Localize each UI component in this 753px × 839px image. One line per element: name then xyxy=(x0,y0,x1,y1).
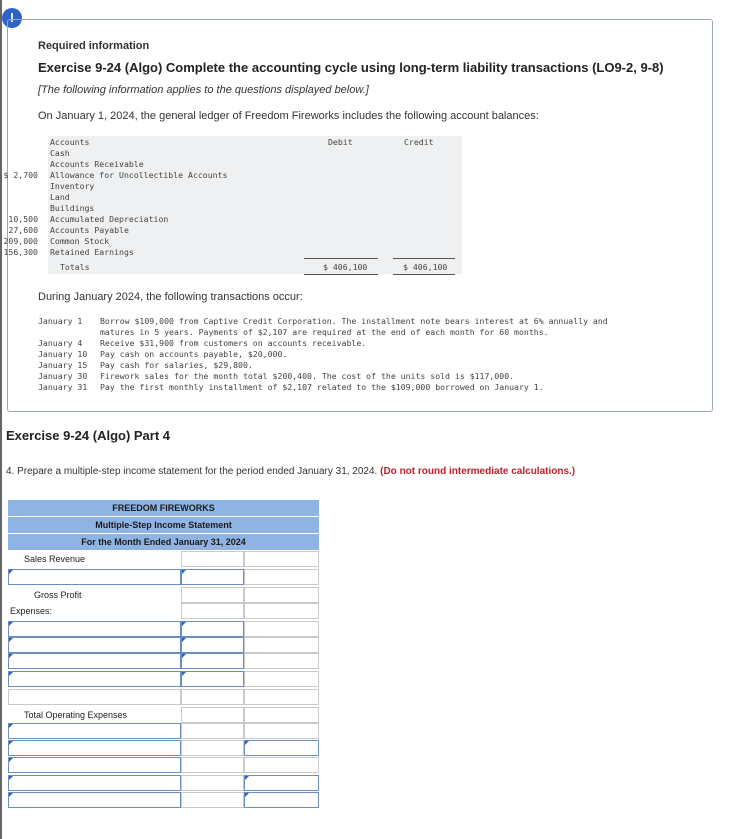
account-name-input[interactable] xyxy=(8,671,181,687)
transaction-date: January 31 xyxy=(38,382,88,392)
account-name-input[interactable] xyxy=(8,637,181,653)
transaction-text: matures in 5 years. Payments of $2,107 are required at the end of each month for 60 months. xyxy=(100,327,549,337)
account-name-input[interactable] xyxy=(8,723,181,739)
row-label: Expenses: xyxy=(10,606,53,616)
total-input xyxy=(244,707,319,723)
row-result-4 xyxy=(8,775,319,793)
transaction-date: January 1 xyxy=(38,316,88,326)
ledger-account: Buildings xyxy=(50,203,95,213)
ledger-credit: 27,600 xyxy=(8,225,38,235)
total-input xyxy=(244,569,319,585)
ledger-totals-debit: $ 406,100 xyxy=(323,262,368,272)
ledger-account: Accumulated Depreciation xyxy=(50,214,169,224)
amount-input[interactable] xyxy=(181,621,244,637)
intro-text: On January 1, 2024, the general ledger of Freedom Fireworks includes the following account balances: xyxy=(38,110,539,122)
total-input xyxy=(244,757,319,773)
part-title: Exercise 9-24 (Algo) Part 4 xyxy=(6,428,171,443)
ledger-header-accounts: Accounts xyxy=(50,137,90,147)
ledger-account: Allowance for Uncollectible Accounts xyxy=(50,170,228,180)
required-label: Required information xyxy=(38,40,150,52)
total-input[interactable] xyxy=(244,740,319,756)
question-emphasis: (Do not round intermediate calculations.) xyxy=(380,466,576,477)
total-input xyxy=(244,653,319,669)
transaction-date: January 4 xyxy=(38,338,88,348)
ledger-account: Retained Earnings xyxy=(50,247,134,257)
ledger-credit: $ 2,700 xyxy=(3,170,38,180)
ledger-totals-credit: $ 406,100 xyxy=(403,262,448,272)
row-expenses-header xyxy=(8,603,319,621)
total-input[interactable] xyxy=(244,792,319,808)
transaction-text: Pay the first monthly installment of $2,107 related to the $109,000 borrowed on January 1. xyxy=(100,382,544,392)
account-name-input[interactable] xyxy=(8,740,181,756)
question-main: 4. Prepare a multiple-step income statement for the period ended January 31, 2024. xyxy=(6,466,378,477)
transaction-date: January 10 xyxy=(38,349,88,359)
ledger-account: Land xyxy=(50,192,70,202)
amount-input[interactable] xyxy=(181,637,244,653)
row-result-2 xyxy=(8,740,319,758)
row-sales-revenue xyxy=(8,551,319,569)
transaction-text: Receive $31,900 from customers on accounts receivable. xyxy=(100,338,367,348)
statement-company: FREEDOM FIREWORKS xyxy=(8,500,319,516)
row-expense-4 xyxy=(8,671,319,689)
ledger-header-debit: Debit xyxy=(328,137,353,147)
ledger-account: Accounts Payable xyxy=(50,225,129,235)
transaction-date: January 30 xyxy=(38,371,88,381)
amount-input[interactable] xyxy=(181,653,244,669)
row-label: Gross Profit xyxy=(34,590,82,600)
instruction-note: [The following information applies to the questions displayed below.] xyxy=(38,84,369,96)
total-input xyxy=(244,551,319,567)
ledger-credit: 156,300 xyxy=(3,247,38,257)
transaction-date: January 15 xyxy=(38,360,88,370)
row-expense-3 xyxy=(8,653,319,671)
ledger-credit: 10,500 xyxy=(8,214,38,224)
row-result-3 xyxy=(8,757,319,775)
transaction-text: Pay cash for salaries, $29,800. xyxy=(100,360,253,370)
row-label: Sales Revenue xyxy=(24,554,86,564)
row-result-5 xyxy=(8,792,319,810)
amount-input xyxy=(181,689,244,705)
alert-icon: ! xyxy=(2,8,22,28)
account-name-input[interactable] xyxy=(8,775,181,791)
account-name-input[interactable] xyxy=(8,569,181,585)
amount-input xyxy=(181,757,244,773)
ledger-credit: 209,000 xyxy=(3,236,38,246)
ledger-account: Cash xyxy=(50,148,70,158)
ledger-account: Inventory xyxy=(50,181,95,191)
statement-period: For the Month Ended January 31, 2024 xyxy=(8,534,319,550)
row-spacer xyxy=(8,689,319,707)
account-name-input[interactable] xyxy=(8,653,181,669)
total-input xyxy=(244,723,319,739)
amount-input xyxy=(181,740,244,756)
account-name-input xyxy=(8,689,181,705)
account-name-input[interactable] xyxy=(8,757,181,773)
transaction-text: Firework sales for the month total $200,400. The cost of the units sold is $117,000. xyxy=(100,371,515,381)
ledger-totals-label: Totals xyxy=(60,262,90,272)
amount-input xyxy=(181,723,244,739)
left-border xyxy=(0,0,2,839)
during-text: During January 2024, the following transactions occur: xyxy=(38,291,303,303)
ledger-header-credit: Credit xyxy=(404,137,434,147)
ledger-account: Common Stock xyxy=(50,236,110,246)
amount-input xyxy=(181,792,244,808)
total-input xyxy=(244,603,319,619)
total-input xyxy=(244,621,319,637)
exercise-title: Exercise 9-24 (Algo) Complete the accounting cycle using long-term liability transactions (LO9-2, 9-8) xyxy=(38,60,664,75)
amount-input xyxy=(181,587,244,603)
total-input[interactable] xyxy=(244,775,319,791)
account-name-input[interactable] xyxy=(8,792,181,808)
total-input xyxy=(244,671,319,687)
ledger-table xyxy=(3,136,462,274)
amount-input[interactable] xyxy=(181,671,244,687)
amount-input[interactable] xyxy=(181,569,244,585)
row-result-1 xyxy=(8,723,319,741)
amount-input xyxy=(181,603,244,619)
total-input xyxy=(244,689,319,705)
amount-input xyxy=(181,775,244,791)
ledger-account: Accounts Receivable xyxy=(50,159,144,169)
transaction-text: Pay cash on accounts payable, $20,000. xyxy=(100,349,288,359)
total-input xyxy=(244,637,319,653)
transaction-text: Borrow $109,000 from Captive Credit Corporation. The installment note bears interest at 6% annually and xyxy=(100,316,608,326)
row-label: Total Operating Expenses xyxy=(24,710,128,720)
question-text xyxy=(6,466,575,477)
amount-input xyxy=(181,707,244,723)
amount-input xyxy=(181,551,244,567)
total-input xyxy=(244,587,319,603)
statement-title: Multiple-Step Income Statement xyxy=(8,517,319,533)
account-name-input[interactable] xyxy=(8,621,181,637)
row-cost-input xyxy=(8,569,319,587)
